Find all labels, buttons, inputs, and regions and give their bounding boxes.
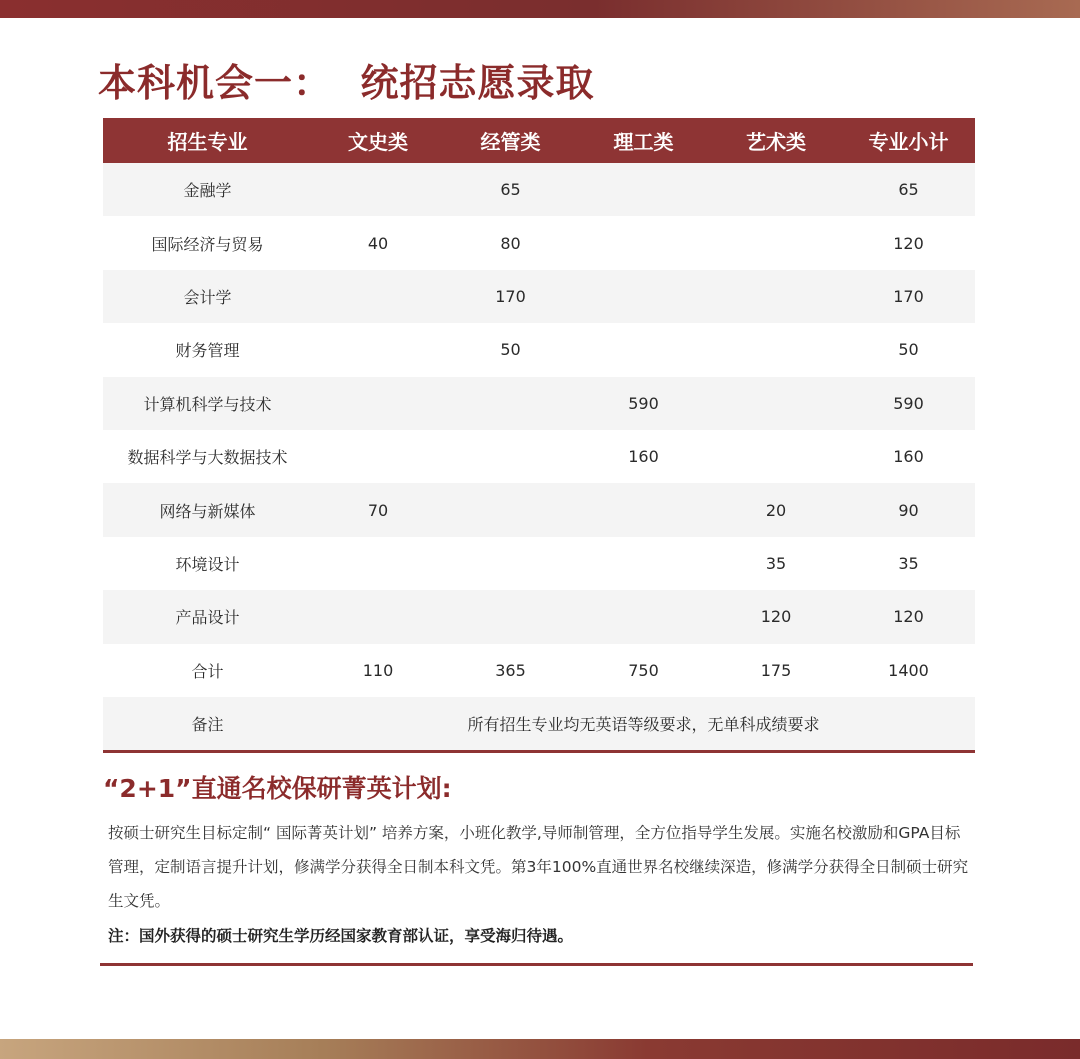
table-row (103, 216, 975, 269)
cell-science (577, 537, 710, 590)
cell-arts: 110 (312, 644, 444, 697)
cell-economics (444, 537, 577, 590)
cell-arts (312, 270, 444, 323)
cell-subtotal: 590 (842, 377, 975, 430)
cell-art-design (710, 270, 842, 323)
cell-major: 产品设计 (103, 590, 312, 643)
cell-economics (444, 377, 577, 430)
cell-economics (444, 430, 577, 483)
cell-arts (312, 430, 444, 483)
bottom-decorative-bar (0, 1039, 1080, 1059)
table-row (103, 537, 975, 590)
cell-economics: 80 (444, 216, 577, 269)
cell-science: 750 (577, 644, 710, 697)
cell-art-design: 35 (710, 537, 842, 590)
cell-subtotal: 35 (842, 537, 975, 590)
cell-art-design (710, 430, 842, 483)
bottom-divider (100, 963, 973, 966)
table-row (103, 483, 975, 536)
header-science: 理工类 (577, 118, 710, 163)
table-row (103, 270, 975, 323)
cell-art-design: 120 (710, 590, 842, 643)
cell-science (577, 216, 710, 269)
table-row (103, 377, 975, 430)
table-row (103, 430, 975, 483)
cell-science (577, 163, 710, 216)
cell-arts: 40 (312, 216, 444, 269)
table-row (103, 323, 975, 376)
cell-science (577, 483, 710, 536)
cell-economics: 65 (444, 163, 577, 216)
cell-subtotal: 50 (842, 323, 975, 376)
cell-economics: 50 (444, 323, 577, 376)
cell-major: 数据科学与大数据技术 (103, 430, 312, 483)
table-header-row (103, 118, 975, 163)
cell-art-design (710, 377, 842, 430)
cell-science: 160 (577, 430, 710, 483)
section-note: 注：国外获得的硕士研究生学历经国家教育部认证，享受海归待遇。 (108, 927, 574, 945)
cell-subtotal: 65 (842, 163, 975, 216)
cell-economics (444, 483, 577, 536)
cell-subtotal: 170 (842, 270, 975, 323)
cell-arts (312, 163, 444, 216)
cell-art-design: 20 (710, 483, 842, 536)
header-major: 招生专业 (103, 118, 312, 163)
cell-major: 合计 (103, 644, 312, 697)
cell-major: 国际经济与贸易 (103, 216, 312, 269)
top-decorative-bar (0, 0, 1080, 18)
table-row-remark (103, 697, 975, 750)
cell-arts: 70 (312, 483, 444, 536)
table-row (103, 590, 975, 643)
cell-economics: 170 (444, 270, 577, 323)
header-art-design: 艺术类 (710, 118, 842, 163)
cell-subtotal: 160 (842, 430, 975, 483)
cell-arts (312, 323, 444, 376)
header-economics: 经管类 (444, 118, 577, 163)
cell-major: 会计学 (103, 270, 312, 323)
cell-science (577, 590, 710, 643)
table-row (103, 163, 975, 216)
page-title: 本科机会一： 统招志愿录取 (98, 61, 595, 105)
cell-art-design (710, 323, 842, 376)
header-subtotal: 专业小计 (842, 118, 975, 163)
cell-art-design: 175 (710, 644, 842, 697)
cell-major: 环境设计 (103, 537, 312, 590)
cell-science: 590 (577, 377, 710, 430)
remark-text: 所有招生专业均无英语等级要求，无单科成绩要求 (312, 697, 975, 750)
cell-major: 财务管理 (103, 323, 312, 376)
cell-art-design (710, 163, 842, 216)
section-description: 按硕士研究生目标定制“ 国际菁英计划” 培养方案，小班化教学,导师制管理，全方位指导学生发展。实施名校激励和GPA目标管理，定制语言提升计划，修满学分获得全日制本科文凭。第3年100%直通世界名校继续深造，修满学分获得全日制硕士研究生文凭。 (108, 824, 969, 910)
cell-economics (444, 590, 577, 643)
cell-subtotal: 120 (842, 590, 975, 643)
section-title: “2+1”直通名校保研菁英计划: (103, 774, 452, 803)
table-row (103, 644, 975, 697)
cell-art-design (710, 216, 842, 269)
table-bottom-rule (103, 750, 975, 753)
remark-label: 备注 (103, 697, 312, 750)
cell-science (577, 323, 710, 376)
admission-table-container (103, 118, 975, 753)
cell-subtotal: 90 (842, 483, 975, 536)
cell-science (577, 270, 710, 323)
cell-economics: 365 (444, 644, 577, 697)
admission-table (103, 118, 975, 750)
cell-major: 计算机科学与技术 (103, 377, 312, 430)
cell-subtotal: 120 (842, 216, 975, 269)
cell-subtotal: 1400 (842, 644, 975, 697)
header-arts: 文史类 (312, 118, 444, 163)
cell-arts (312, 377, 444, 430)
cell-arts (312, 590, 444, 643)
cell-arts (312, 537, 444, 590)
cell-major: 金融学 (103, 163, 312, 216)
cell-major: 网络与新媒体 (103, 483, 312, 536)
